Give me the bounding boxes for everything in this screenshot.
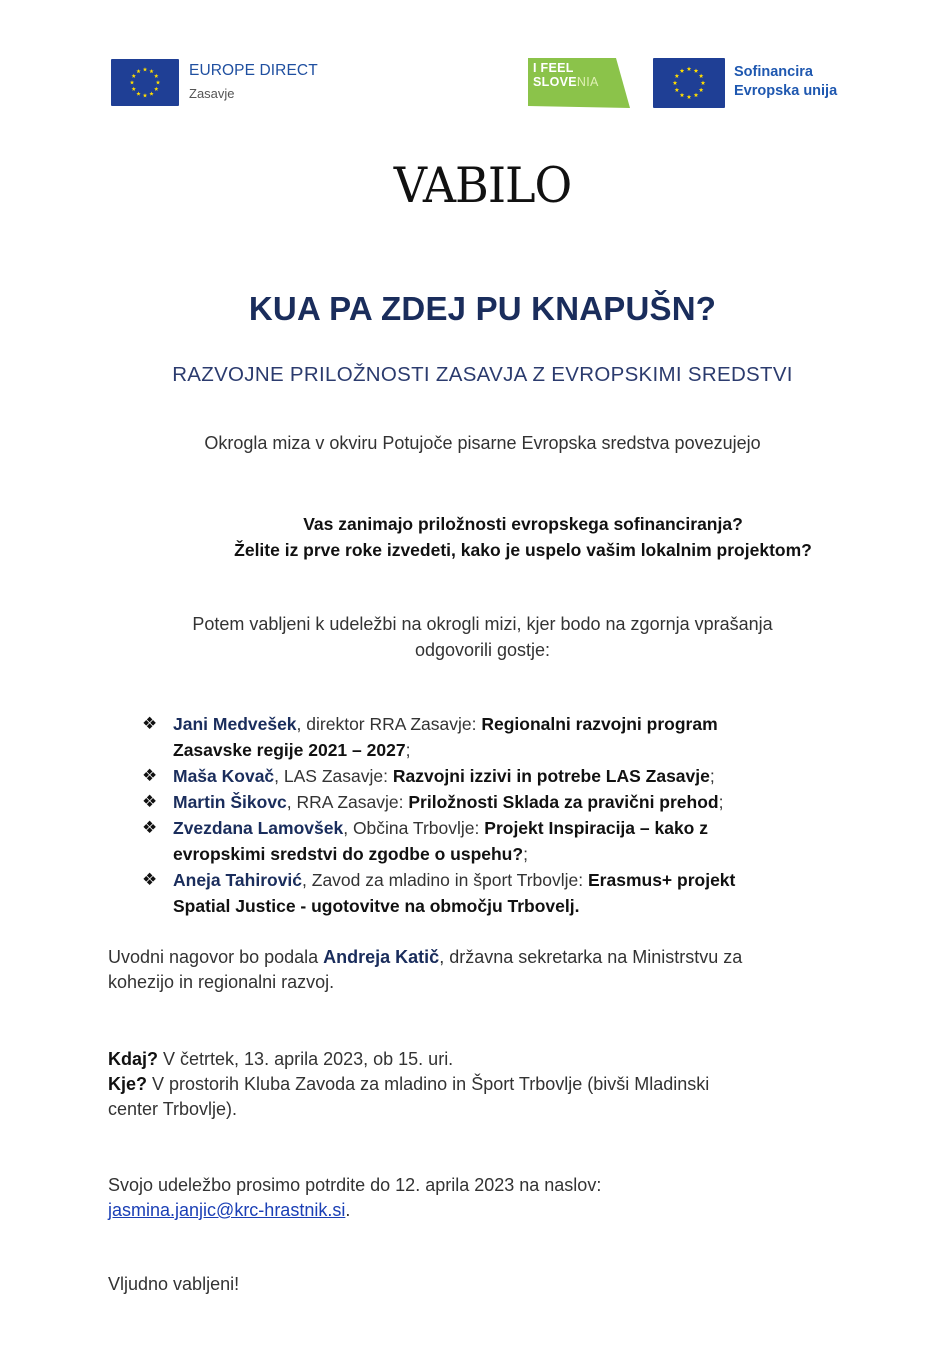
speaker-role: , RRA Zasavje: <box>286 792 409 812</box>
eu-star <box>680 68 685 72</box>
i-feel-slovenia-logo <box>528 58 630 108</box>
eu-star <box>694 93 699 97</box>
eu-star <box>680 93 685 97</box>
eu-star <box>149 69 153 73</box>
eu-star <box>694 68 699 72</box>
rsvp-end: . <box>345 1200 351 1220</box>
eu-star <box>136 91 140 95</box>
europe-direct-logo <box>111 59 331 107</box>
eu-star <box>132 87 136 91</box>
eu-star <box>130 80 134 84</box>
item-end: ; <box>709 766 715 786</box>
question-1: Vas zanimajo priložnosti evropskega sofinanciranja? <box>303 514 743 534</box>
speaker-name: Maša Kovač <box>173 766 275 786</box>
questions-block <box>0 511 930 563</box>
item-end: ; <box>523 844 528 864</box>
eu-flag-icon <box>111 59 179 106</box>
opening-speaker-name: Andreja Katič <box>323 947 440 967</box>
diamond-bullet-icon: ❖ <box>142 818 158 837</box>
where-value: V prostorih Kluba Zavoda za mladino in Šport Trbovlje (bivši Mladinski <box>147 1074 710 1094</box>
diamond-bullet-icon: ❖ <box>142 870 158 889</box>
event-where <box>108 1072 838 1122</box>
evropska-unija-label: Evropska unija <box>734 83 838 99</box>
eu-star <box>675 88 680 92</box>
speaker-name: Martin Šikovc <box>173 792 287 812</box>
opening-speech-text <box>108 945 838 995</box>
list-item <box>142 789 862 815</box>
europe-direct-title: EUROPE DIRECT <box>189 62 318 79</box>
speaker-topic: Regionalni razvojni program <box>481 714 718 734</box>
item-end: ; <box>718 792 724 812</box>
ifeel-line-2: SLOVENIA <box>533 75 599 89</box>
eu-star <box>673 81 678 85</box>
eu-star <box>132 74 136 78</box>
speaker-role: , LAS Zasavje: <box>274 766 393 786</box>
speakers-list <box>142 711 862 919</box>
eu-star <box>675 74 680 78</box>
eu-star <box>154 74 158 78</box>
eu-star <box>699 88 704 92</box>
speaker-role: , Zavod za mladino in šport Trbovlje: <box>302 870 588 890</box>
rsvp-email-link[interactable]: jasmina.janjic@krc-hrastnik.si <box>108 1200 346 1220</box>
speaker-topic-cont: Zasavske regije 2021 – 2027 <box>173 740 406 760</box>
event-intro: Okrogla miza v okviru Potujoče pisarne Evropska sredstva povezujejo <box>204 433 761 453</box>
diamond-bullet-icon: ❖ <box>142 714 158 733</box>
speaker-topic: Razvojni izzivi in potrebe LAS Zasavje <box>392 766 710 786</box>
diamond-bullet-icon: ❖ <box>142 766 158 785</box>
diamond-bullet-icon: ❖ <box>142 792 158 811</box>
speaker-topic: Priložnosti Sklada za pravični prehod <box>408 792 719 812</box>
eu-star <box>136 69 140 73</box>
item-end: ; <box>405 740 411 760</box>
invite-line-2: odgovorili gostje: <box>414 640 551 660</box>
list-item <box>142 711 862 763</box>
opening-line-2: kohezijo in regionalni razvoj. <box>108 972 335 992</box>
invite-line-1: Potem vabljeni k udeležbi na okrogli mizi, kjer bodo na zgornja vprašanja <box>192 614 773 634</box>
eu-star <box>143 67 147 71</box>
eu-star <box>701 81 706 85</box>
eu-flag-icon <box>653 58 725 108</box>
eu-stars <box>111 59 179 106</box>
eu-star <box>143 93 147 97</box>
list-item <box>142 815 862 867</box>
speaker-role: , Občina Trbovlje: <box>343 818 485 838</box>
eu-star <box>687 67 692 71</box>
eu-star <box>699 74 704 78</box>
closing-text: Vljudno vabljeni! <box>108 1274 240 1294</box>
opening-pre: Uvodni nagovor bo podala <box>108 947 324 967</box>
speaker-role: , direktor RRA Zasavje: <box>296 714 482 734</box>
rsvp-text <box>108 1173 838 1223</box>
eu-stars <box>653 58 725 108</box>
event-when <box>108 1047 838 1072</box>
sofinancira-label: Sofinancira <box>734 64 813 80</box>
list-item <box>142 763 862 789</box>
invitation-heading: VABILO <box>393 156 572 214</box>
eu-star <box>156 80 160 84</box>
opening-post: , državna sekretarka na Ministrstvu za <box>439 947 743 967</box>
event-subtitle: RAZVOJNE PRILOŽNOSTI ZASAVJA Z EVROPSKIMI SREDSTVI <box>172 363 793 386</box>
speaker-name: Jani Medvešek <box>173 714 297 734</box>
speaker-topic-cont: Spatial Justice - ugotovitve na območju Trbovelj. <box>173 896 580 916</box>
speaker-topic: Projekt Inspiracija – kako z <box>484 818 708 838</box>
eu-star <box>149 91 153 95</box>
where-value-line-2: center Trbovlje). <box>108 1099 238 1119</box>
when-label: Kdaj? <box>108 1049 159 1069</box>
speaker-name: Zvezdana Lamovšek <box>173 818 344 838</box>
where-label: Kje? <box>108 1074 148 1094</box>
speaker-name: Aneja Tahirović <box>173 870 303 890</box>
rsvp-instruction: Svojo udeležbo prosimo potrdite do 12. aprila 2023 na naslov: <box>108 1175 602 1195</box>
event-title: KUA PA ZDEJ PU KNAPUŠN? <box>248 290 717 327</box>
invite-text <box>0 611 930 663</box>
eu-star <box>154 87 158 91</box>
sofinancira-eu-logo <box>653 58 863 108</box>
ifeel-line-1: I FEEL <box>533 61 574 75</box>
when-value: V četrtek, 13. aprila 2023, ob 15. uri. <box>158 1049 454 1069</box>
europe-direct-subtitle: Zasavje <box>189 86 235 101</box>
speaker-topic-cont: evropskimi sredstvi do zgodbe o uspehu? <box>173 844 524 864</box>
list-item <box>142 867 862 919</box>
question-2: Želite iz prve roke izvedeti, kako je uspelo vašim lokalnim projektom? <box>234 540 812 560</box>
speaker-topic: Erasmus+ projekt <box>588 870 736 890</box>
eu-star <box>687 95 692 99</box>
